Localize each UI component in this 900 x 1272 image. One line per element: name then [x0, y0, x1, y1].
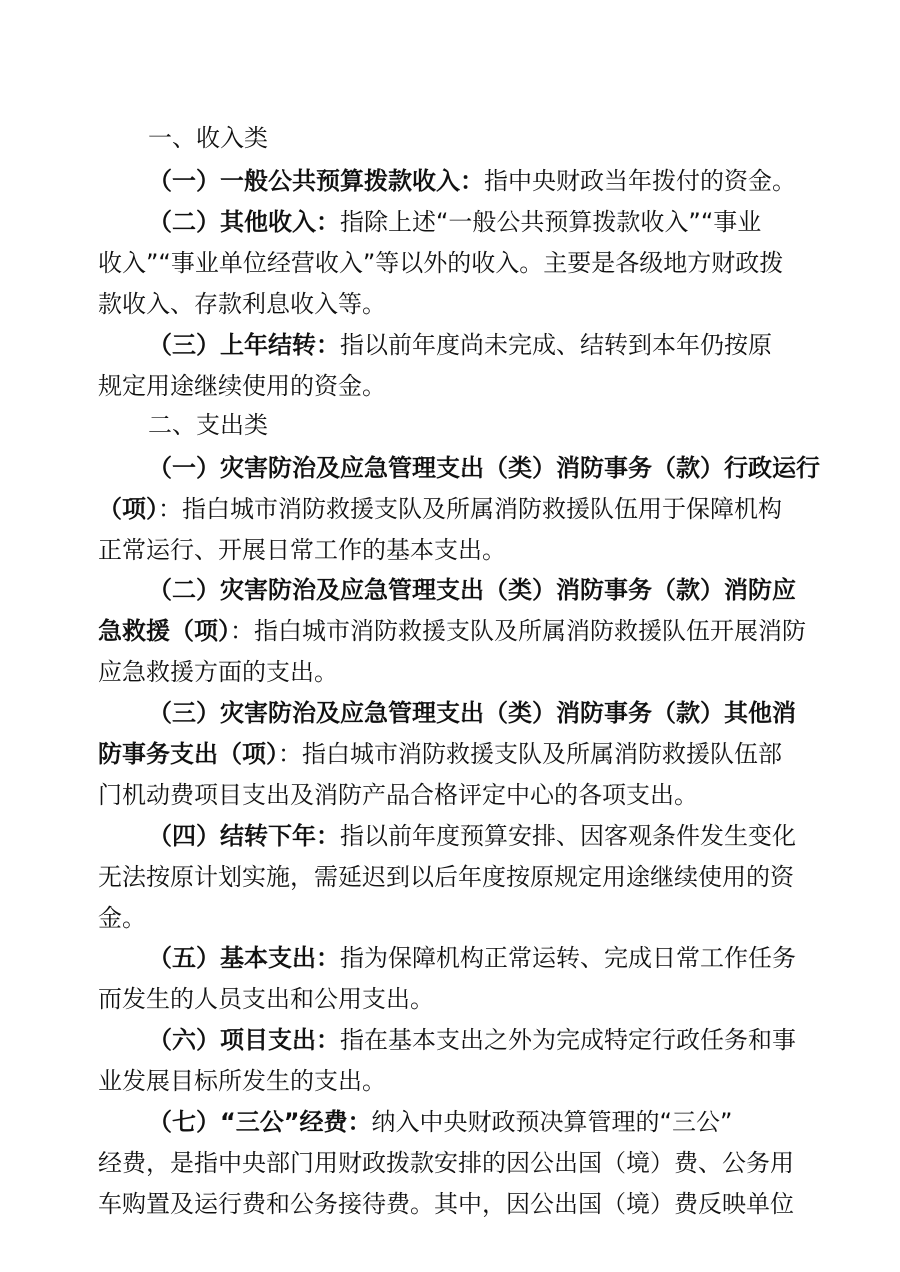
- paragraph-line: （三）上年结转：指以前年度尚未完成、结转到本年仍按原: [148, 331, 772, 359]
- term-label: （项）: [98, 495, 158, 523]
- paragraph-line: 防事务支出（项）：指白城市消防救援支队及所属消防救援队伍部: [98, 740, 782, 768]
- paragraph-line: 应急救援方面的支出。: [98, 658, 338, 686]
- term-label: （四）结转下年：: [148, 822, 340, 850]
- paragraph-line: [148, 448, 858, 488]
- term-label: （五）基本支出：: [148, 944, 340, 972]
- paragraph-line: （六）项目支出：指在基本支出之外为完成特定行政任务和事: [148, 1026, 796, 1054]
- paragraph-line: 规定用途继续使用的资金。: [98, 372, 386, 400]
- paragraph-line: 业发展目标所发生的支出。: [98, 1067, 386, 1095]
- term-label: （一）灾害防治及应急管理支出（类）消防事务（款）行政运行: [148, 454, 820, 482]
- paragraph-line: 而发生的人员支出和公用支出。: [98, 985, 434, 1013]
- term-label: （二）灾害防治及应急管理支出（类）消防事务（款）消防应: [148, 576, 796, 604]
- paragraph-line: （二）其他收入：指除上述“一般公共预算拨款收入”“事业: [148, 208, 762, 236]
- paragraph-line: （项）：指白城市消防救援支队及所属消防救援队伍用于保障机构: [98, 495, 782, 523]
- paragraph-line: （一）一般公共预算拨款收入：指中央财政当年拨付的资金。: [148, 167, 796, 195]
- paragraph-line: [148, 693, 858, 733]
- term-label: 急救援（项）: [98, 617, 230, 645]
- paragraph-line: 门机动费项目支出及消防产品合格评定中心的各项支出。: [98, 781, 698, 809]
- paragraph-line: （五）基本支出：指为保障机构正常运转、完成日常工作任务: [148, 944, 796, 972]
- paragraph-line: 急救援（项）：指白城市消防救援支队及所属消防救援队伍开展消防: [98, 617, 806, 645]
- paragraph-line: [148, 570, 858, 610]
- paragraph-line: 经费，是指中央部门用财政拨款安排的因公出国（境）费、公务用: [98, 1149, 794, 1177]
- term-label: （六）项目支出：: [148, 1026, 340, 1054]
- term-label: （二）其他收入：: [148, 208, 340, 236]
- paragraph-line: 收入”“事业单位经营收入”等以外的收入。主要是各级地方财政拨: [98, 249, 784, 277]
- paragraph-line: 车购置及运行费和公务接待费。其中，因公出国（境）费反映单位: [98, 1190, 794, 1218]
- term-label: （一）一般公共预算拨款收入：: [148, 167, 484, 195]
- paragraph-line: 金。: [98, 904, 146, 932]
- term-label: （七）“三公”经费：: [148, 1108, 372, 1136]
- paragraph-line: （七）“三公”经费：纳入中央财政预决算管理的“三公”: [148, 1108, 733, 1136]
- heading-expenditure: 二、支出类: [148, 411, 268, 439]
- term-label: （三）灾害防治及应急管理支出（类）消防事务（款）其他消: [148, 699, 796, 727]
- paragraph-line: （四）结转下年：指以前年度预算安排、因客观条件发生变化: [148, 822, 796, 850]
- heading-income: 一、收入类: [148, 124, 268, 152]
- paragraph-line: 款收入、存款利息收入等。: [98, 290, 386, 318]
- term-label: （三）上年结转：: [148, 331, 340, 359]
- paragraph-line: 正常运行、开展日常工作的基本支出。: [98, 536, 506, 564]
- paragraph-line: 无法按原计划实施，需延迟到以后年度按原规定用途继续使用的资: [98, 863, 794, 891]
- term-label: 防事务支出（项）: [98, 740, 278, 768]
